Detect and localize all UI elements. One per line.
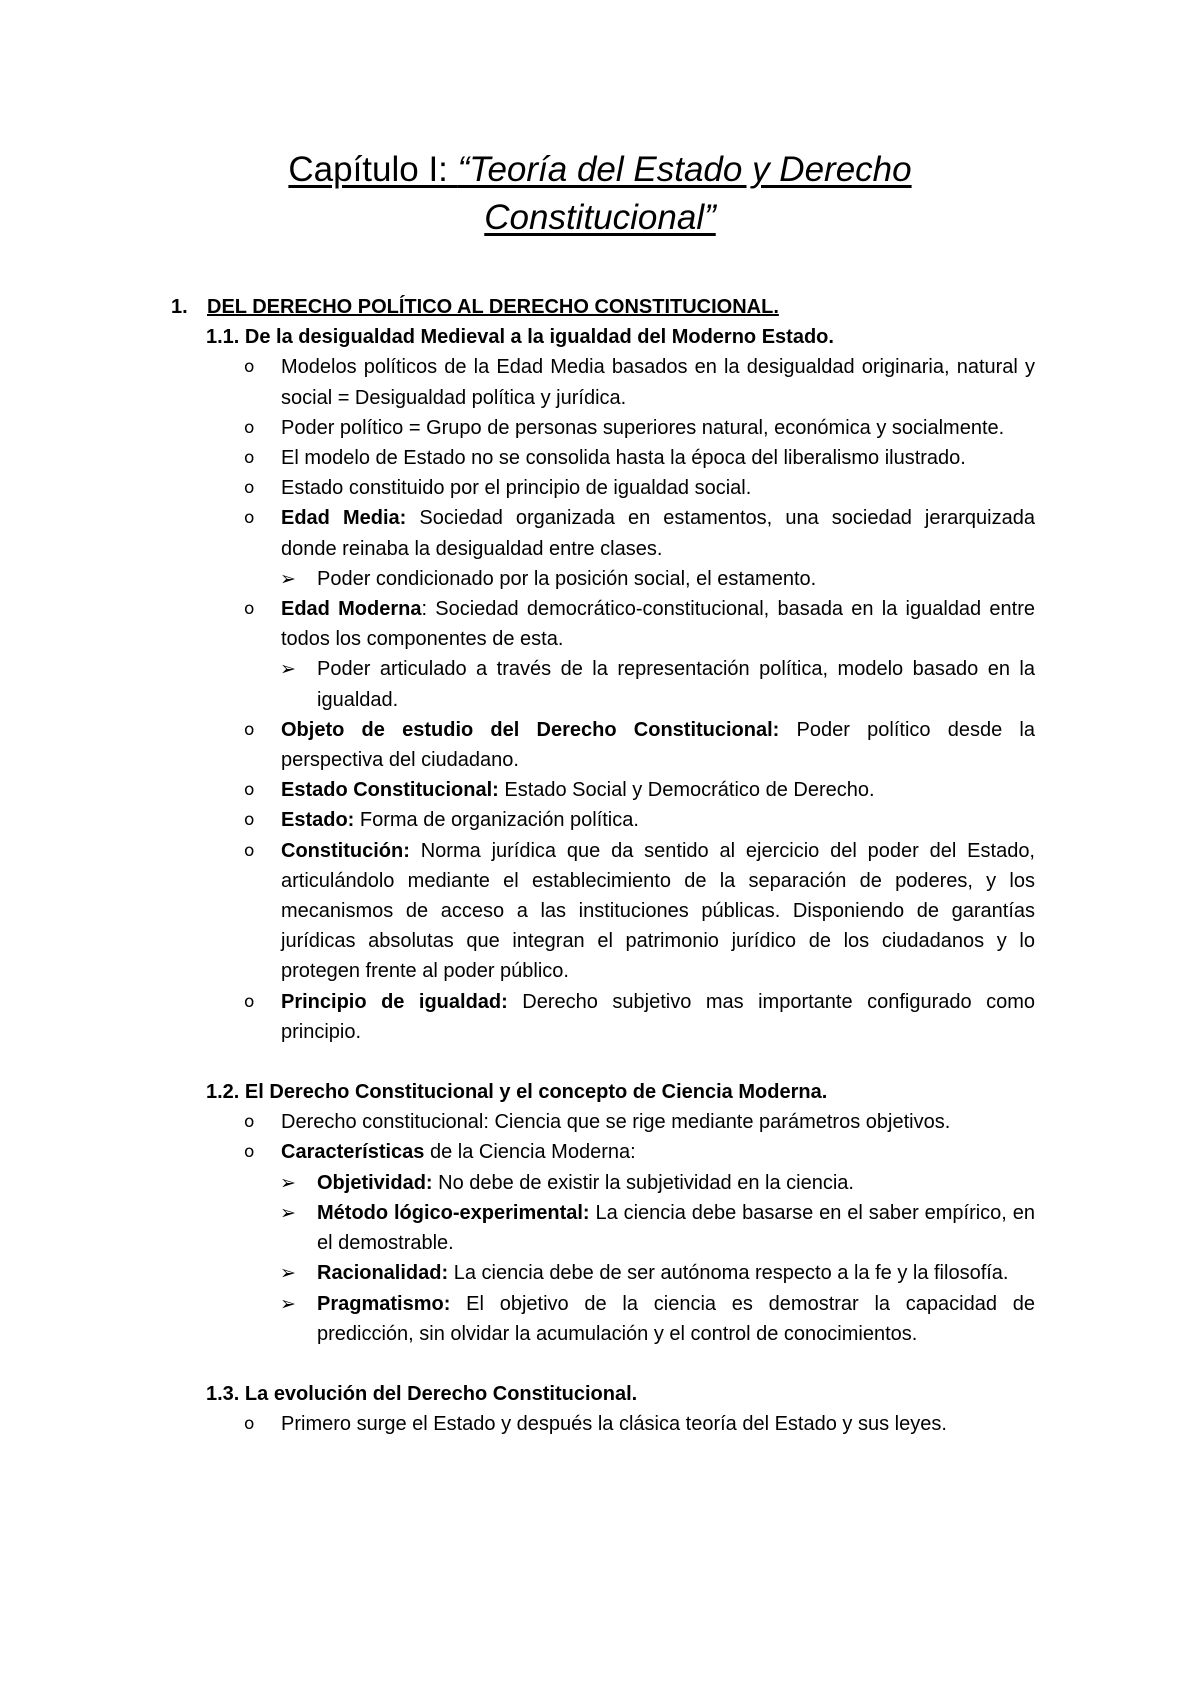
list-item-text: Primero surge el Estado y después la clásica teoría del Estado y sus leyes.	[281, 1413, 947, 1436]
bullet-marker: o	[244, 478, 255, 499]
list-item-text: El modelo de Estado no se consolida hasta la época del liberalismo ilustrado.	[281, 447, 966, 470]
sub-list-item-text: La ciencia debe basarse en el saber empírico, en el demostrable.	[317, 1201, 1035, 1255]
list-item-text: Sociedad organizada en estamentos, una sociedad jerarquizada donde reinaba la desigualdad entre clases.	[281, 507, 1035, 560]
list-item	[0, 836, 1035, 987]
sub-list-item	[0, 1258, 1035, 1288]
bullet-marker: o	[244, 780, 255, 801]
bullet-marker: o	[244, 1414, 255, 1435]
term-label: Principio de igualdad:	[281, 990, 508, 1013]
list-item-text: Modelos políticos de la Edad Media basados en la desigualdad originaria, natural y social = Desigualdad política y jurídica.	[281, 356, 1035, 409]
list-item	[0, 1409, 1035, 1439]
term-label: Edad Moderna	[281, 598, 422, 621]
arrow-marker: ➢	[280, 1201, 296, 1224]
arrow-marker: ➢	[280, 567, 296, 590]
list-item	[0, 1137, 1035, 1167]
list-item	[0, 443, 1035, 473]
list-item	[0, 594, 1035, 654]
bullet-marker: o	[244, 719, 255, 740]
list-item	[0, 473, 1035, 503]
list-item	[0, 503, 1035, 563]
chapter-label: Capítulo I:	[288, 150, 458, 189]
bullet-marker: o	[244, 508, 255, 529]
term-label: Objeto de estudio del Derecho Constitucional:	[281, 718, 780, 741]
list-item	[0, 352, 1035, 412]
term-label: Objetividad:	[317, 1171, 433, 1194]
list-item	[0, 805, 1035, 835]
subsection-heading: 1.1. De la desigualdad Medieval a la igualdad del Moderno Estado.	[206, 326, 834, 349]
sub-list-item	[0, 1289, 1035, 1349]
term-label: Estado:	[281, 809, 355, 832]
sub-list-item-text: El objetivo de la ciencia es demostrar la capacidad de predicción, sin olvidar la acumulación y el control de conocimientos.	[317, 1292, 1035, 1345]
list-item-text: Norma jurídica que da sentido al ejercicio del poder del Estado, articulándolo mediante el establecimiento de la separación de poderes, y los mecanismos de acceso a las instituciones públicas. Disponiendo de garantías jurídicas absolutas que integran el patrimonio jurídico de los ciudadanos y lo protegen frente al poder público.	[281, 839, 1035, 983]
term-label: Estado Constitucional:	[281, 779, 499, 802]
sub-list-item-text: Poder articulado a través de la representación política, modelo basado en la igualdad.	[317, 658, 1035, 711]
list-item-text: Estado constituido por el principio de igualdad social.	[281, 477, 752, 500]
bullet-marker: o	[244, 448, 255, 469]
bullet-marker: o	[244, 1142, 255, 1163]
list-item-text: de la Ciencia Moderna:	[424, 1141, 636, 1164]
term-label: Racionalidad:	[317, 1262, 449, 1285]
term-label: Pragmatismo:	[317, 1292, 451, 1315]
sub-list-item	[0, 1198, 1035, 1258]
section-heading-text: DEL DERECHO POLÍTICO AL DERECHO CONSTITUCIONAL.	[207, 296, 779, 318]
sub-list-item	[0, 654, 1035, 714]
term-label: Edad Media:	[281, 507, 407, 530]
term-label: Características	[281, 1141, 425, 1164]
chapter-title-line1: “Teoría del Estado y Derecho	[457, 150, 912, 189]
list-item	[0, 715, 1035, 775]
section-heading	[0, 292, 1200, 322]
arrow-marker: ➢	[280, 1171, 296, 1194]
list-item	[0, 1107, 1035, 1137]
chapter-title-line2: Constitucional”	[484, 198, 716, 237]
document-body	[0, 292, 1200, 1439]
list-item	[0, 987, 1035, 1047]
list-item-text: Derecho constitucional: Ciencia que se rige mediante parámetros objetivos.	[281, 1111, 951, 1134]
subsection-heading: 1.2. El Derecho Constitucional y el concepto de Ciencia Moderna.	[206, 1081, 828, 1104]
bullet-marker: o	[244, 840, 255, 861]
arrow-marker: ➢	[280, 1292, 296, 1315]
sub-list-item-text: La ciencia debe de ser autónoma respecto a la fe y la filosofía.	[448, 1262, 1009, 1285]
bullet-marker: o	[244, 1112, 255, 1133]
bullet-marker: o	[244, 417, 255, 438]
list-item	[0, 413, 1035, 443]
term-label: Método lógico-experimental:	[317, 1201, 590, 1224]
list-item-text: Poder político desde la perspectiva del ciudadano.	[281, 718, 1035, 772]
section-number: 1.	[171, 296, 188, 318]
arrow-marker: ➢	[280, 1262, 296, 1285]
bullet-marker: o	[244, 599, 255, 620]
bullet-marker: o	[244, 991, 255, 1012]
bullet-marker: o	[244, 357, 255, 378]
list-item-text: Poder político = Grupo de personas superiores natural, económica y socialmente.	[281, 416, 1005, 439]
list-item-text: Derecho subjetivo mas importante configurado como principio.	[281, 990, 1036, 1043]
list-item-text: : Sociedad democrático-constitucional, basada en la igualdad entre todos los componentes de esta.	[281, 598, 1035, 651]
subsection-heading: 1.3. La evolución del Derecho Constitucional.	[206, 1382, 638, 1405]
list-item	[0, 775, 1035, 805]
bullet-marker: o	[244, 810, 255, 831]
chapter-title	[0, 146, 1200, 242]
sub-list-item	[0, 564, 1035, 594]
term-label: Constitución:	[281, 839, 410, 862]
sub-list-item-text: Poder condicionado por la posición social, el estamento.	[317, 567, 817, 590]
list-item-text: Estado Social y Democrático de Derecho.	[498, 779, 875, 802]
sub-list-item	[0, 1168, 1035, 1198]
list-item-text: Forma de organización política.	[354, 809, 639, 832]
arrow-marker: ➢	[280, 658, 296, 681]
sub-list-item-text: No debe de existir la subjetividad en la ciencia.	[432, 1171, 854, 1194]
